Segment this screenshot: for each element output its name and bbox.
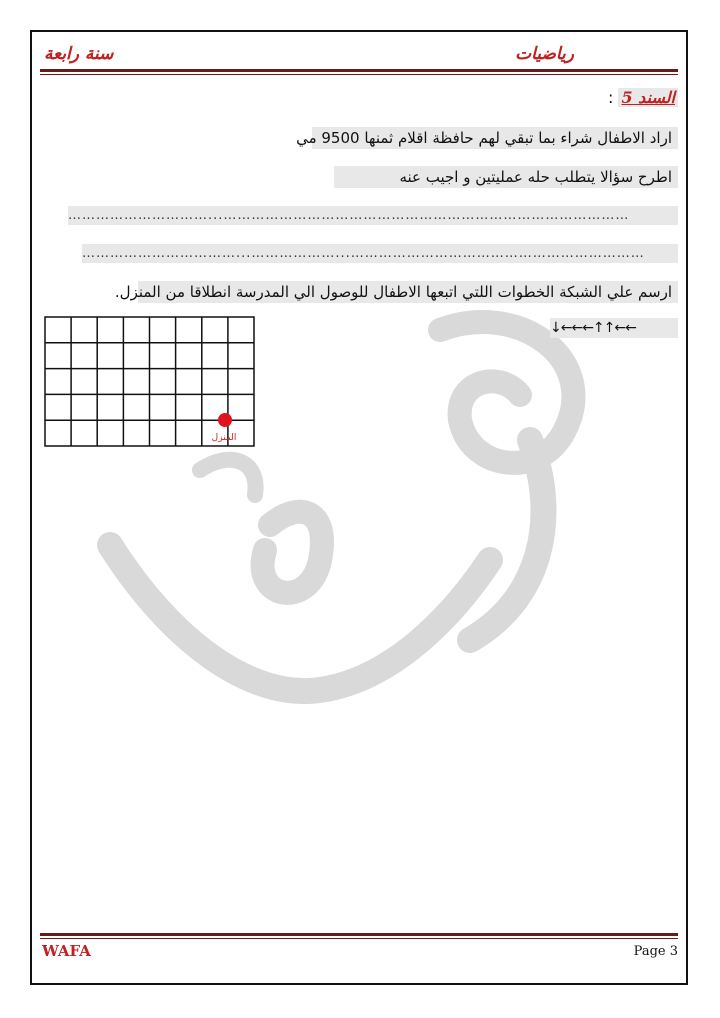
answer-line-2[interactable]: ……………………………...………………...………………………………………………………	[82, 244, 678, 263]
answer-line-1[interactable]: …………………………...……………………………………………………………………………	[68, 206, 678, 225]
header-rule-thin	[40, 74, 678, 75]
footer-rule-thin	[40, 938, 678, 939]
grid-lines	[45, 317, 254, 446]
direction-arrows: ↓←←←↑↑←←	[550, 318, 678, 338]
exercise-label-colon: :	[607, 88, 619, 107]
subject-heading: رياضيات	[515, 44, 574, 64]
grid-instruction: ارسم علي الشبكة الخطوات اللتي اتبعها الاطفال للوصول الي المدرسة انطلاقا من المنزل.	[138, 281, 678, 303]
drawing-grid[interactable]	[44, 316, 256, 448]
page-number: Page 3	[633, 944, 678, 959]
home-label: المنزل	[211, 433, 237, 443]
home-marker	[218, 413, 232, 427]
footer-rule	[40, 933, 678, 936]
task-text: اطرح سؤالا يتطلب حله عمليتين و اجيب عنه	[334, 166, 678, 188]
exercise-label: السند 5	[618, 88, 678, 107]
header-rule	[40, 69, 678, 72]
footer-brand: WAFA	[42, 942, 91, 960]
level-heading: سنة رابعة	[44, 44, 114, 64]
problem-statement: اراد الاطفال شراء بما تبقي لهم حافظة اقلام ثمنها 9500 مي	[312, 127, 678, 149]
exercise-title	[608, 88, 678, 107]
